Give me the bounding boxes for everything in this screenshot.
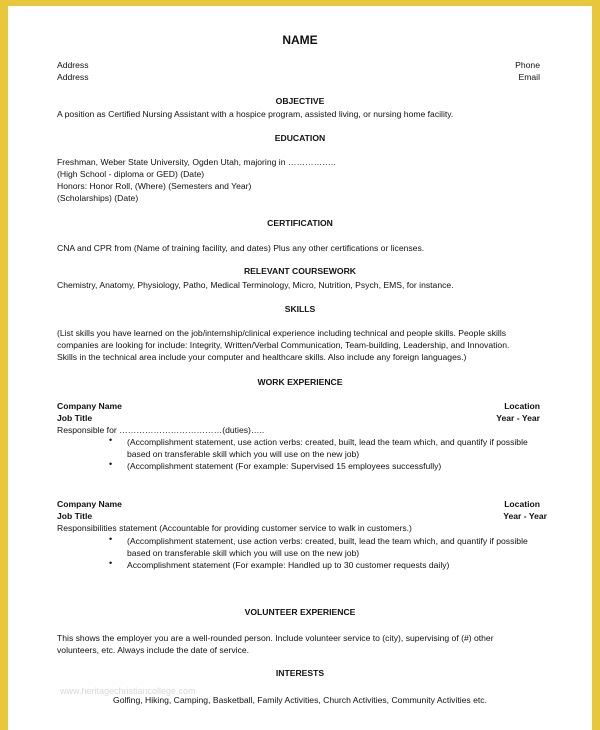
bullet-icon: • <box>109 558 113 568</box>
job-location: Location <box>504 401 540 411</box>
watermark-text: www.heritagechristiancollege.com <box>60 686 196 696</box>
work-heading: WORK EXPERIENCE <box>257 377 343 387</box>
skills-line: companies are looking for include: Integrity, Written/Verbal Communication, Team-building, Leadership, and Innovation. <box>57 340 510 350</box>
volunteer-heading: VOLUNTEER EXPERIENCE <box>244 607 356 617</box>
job-intro: Responsible for ………………………………(duties)….. <box>57 425 265 435</box>
job-bullet: Accomplishment statement (For example: Handled up to 30 customer requests daily) <box>127 560 450 570</box>
coursework-text: Chemistry, Anatomy, Physiology, Patho, Medical Terminology, Micro, Nutrition, Psych, EMS, for instance. <box>57 280 454 290</box>
certification-heading: CERTIFICATION <box>267 218 333 228</box>
volunteer-line: volunteers, etc. Always include the date of service. <box>57 645 250 655</box>
resume-page <box>8 6 592 730</box>
bullet-icon: • <box>109 435 113 445</box>
job-company: Company Name <box>57 401 122 411</box>
education-heading: EDUCATION <box>274 133 326 143</box>
education-line: (Scholarships) (Date) <box>57 193 139 203</box>
education-line: (High School - diploma or GED) (Date) <box>57 169 205 179</box>
education-line: Honors: Honor Roll, (Where) (Semesters and Year) <box>57 181 252 191</box>
objective-text: A position as Certified Nursing Assistant with a hospice program, assisted living, or nursing home facility. <box>57 109 454 119</box>
interests-heading: INTERESTS <box>275 668 325 678</box>
objective-heading: OBJECTIVE <box>275 96 325 106</box>
job-title: Job Title <box>57 511 93 521</box>
address-line-2: Address <box>57 72 89 82</box>
job-years: Year - Year <box>496 413 540 423</box>
job-location: Location <box>504 499 540 509</box>
bullet-icon: • <box>109 459 113 469</box>
coursework-heading: RELEVANT COURSEWORK <box>243 266 357 276</box>
phone: Phone <box>515 60 540 70</box>
certification-text: CNA and CPR from (Name of training facility, and dates) Plus any other certifications or licenses. <box>57 243 425 253</box>
email: Email <box>518 72 540 82</box>
skills-heading: SKILLS <box>284 304 316 314</box>
skills-line: (List skills you have learned on the job/internship/clinical experience including technical and people skills. People skills <box>57 328 507 338</box>
bullet-icon: • <box>109 534 113 544</box>
education-line: Freshman, Weber State University, Ogden Utah, majoring in …………….. <box>57 157 336 167</box>
volunteer-line: This shows the employer you are a well-rounded person. Include volunteer service to (city), supervising of (#) other <box>57 633 494 643</box>
interests-text: Golfing, Hiking, Camping, Basketball, Family Activities, Church Activities, Community Activities etc. <box>113 695 487 705</box>
job-years: Year - Year <box>503 511 547 521</box>
job-company: Company Name <box>57 499 122 509</box>
address-line-1: Address <box>57 60 89 70</box>
job-bullet: (Accomplishment statement (For example: Supervised 15 employees successfully) <box>127 461 442 471</box>
job-bullet: (Accomplishment statement, use action verbs: created, built, lead the team which, and quantify if possible <box>127 536 528 546</box>
resume-name: NAME <box>282 33 318 47</box>
job-title: Job Title <box>57 413 93 423</box>
job-bullet: (Accomplishment statement, use action verbs: created, built, lead the team which, and quantify if possible <box>127 437 528 447</box>
job-bullet: based on transferable skill which you will use on the new job) <box>127 548 360 558</box>
job-bullet: based on transferable skill which you will use on the new job) <box>127 449 360 459</box>
skills-line: Skills in the technical area include your computer and healthcare skills. Also include any foreign languages.) <box>57 352 467 362</box>
job-intro: Responsibilities statement (Accountable for providing customer service to walk in customers.) <box>57 523 412 533</box>
